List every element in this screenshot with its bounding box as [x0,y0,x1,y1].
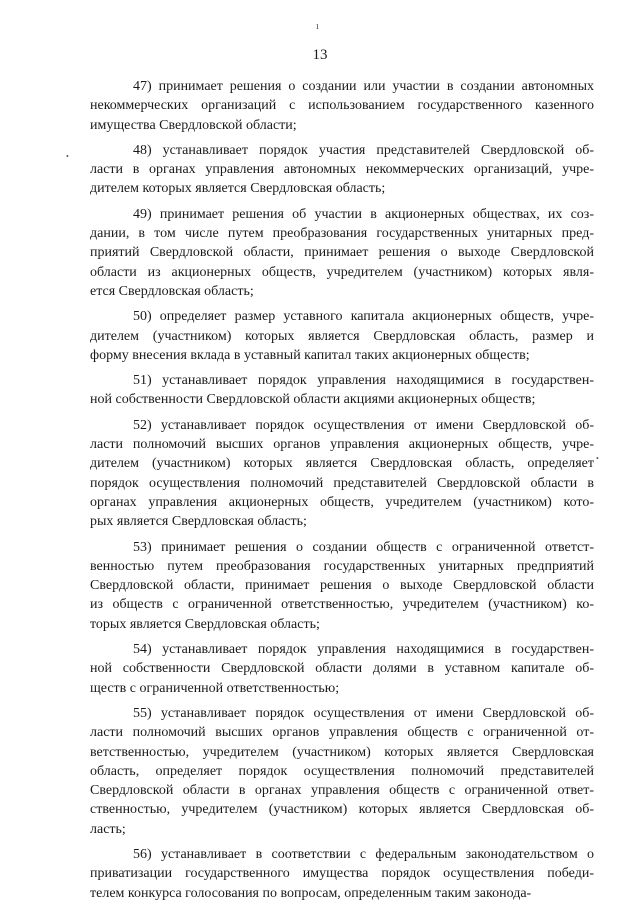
text-line: венностью путем преобразования государственных унитарных предприятий [90,558,594,574]
paragraph-item [90,640,594,698]
text-line: дителем которых является Свердловская область; [90,181,386,197]
text-line: телем конкурса голосования по вопросам, определенным таким законода- [90,885,532,901]
text-line: ственностью, учредителем (участником) которых является Свердловская об- [90,802,594,818]
text-line: 47) принимает решения о создании или участии в создании автономных [133,79,594,94]
paragraph-item [90,205,594,301]
text-line: имущества Свердловской области; [90,117,297,133]
text-line: области из акционерных обществ, учредителем (участником) которых явля- [90,264,594,280]
text-line: 56) устанавливает в соответствии с федеральным законодательством о [133,846,594,862]
text-line: порядок осуществления полномочий представителей Свердловской области в [90,475,594,491]
text-line: приватизации государственного имущества порядок осуществления победи- [90,866,594,882]
document-body [90,77,594,909]
page-number: 13 [312,47,328,63]
text-line: рых является Свердловская область; [90,514,307,530]
text-line: ной собственности Свердловской области долями в уставном капитале об- [90,661,594,677]
paragraph-item [90,307,594,365]
text-line: приятий Свердловской области, принимает решения о выходе Свердловской [90,245,594,261]
paragraph-item [90,704,594,839]
text-line: область, определяет порядок осуществления полномочий представителей [90,763,594,779]
scan-mark-top: ı [316,21,319,32]
text-line: Свердловской области в органах управления обществ с ограниченной ответ- [90,783,594,799]
paragraph-item [90,416,594,532]
text-line: органах управления акционерных обществ, учредителем (участником) кото- [90,494,594,510]
text-line: 52) устанавливает порядок осуществления от имени Свердловской об- [133,417,594,433]
text-line: ществ с ограниченной ответственностью; [90,680,340,696]
text-line: ласть; [90,821,126,837]
text-line: 50) определяет размер уставного капитала акционерных обществ, учре- [133,309,594,325]
text-line: Свердловской области, принимает решения о выходе Свердловской области [90,578,594,594]
text-line: 54) устанавливает порядок управления находящимися в государствен- [133,642,594,658]
text-line: дителем (участником) которых является Свердловская область, определяет [90,456,594,472]
text-line: ветственностью, учредителем (участником) которых является Свердловская [90,744,594,760]
text-line: ласти в органах управления автономных некоммерческих организаций, учре- [90,162,594,178]
text-line: 48) устанавливает порядок участия представителей Свердловской об- [133,142,594,158]
text-line: 51) устанавливает порядок управления находящимися в государствен- [133,373,594,389]
text-line: дании, в том числе путем преобразования государственных унитарных пред- [90,226,594,242]
paragraph-item [90,371,594,410]
text-line: 55) устанавливает порядок осуществления от имени Свердловской об- [133,705,594,721]
text-line: ется Свердловская область; [90,283,254,299]
text-line: ласти полномочий высших органов управления обществ с ограниченной от- [90,725,594,741]
text-line: ной собственности Свердловской области акциями акционерных обществ; [90,392,536,408]
scan-mark-left: • [66,152,69,161]
paragraph-item [90,77,594,135]
scan-mark-right: • [596,454,599,463]
text-line: форму внесения вклада в уставный капитал таких акционерных обществ; [90,347,530,363]
text-line: ласти полномочий высших органов управления акционерных обществ, учре- [90,437,594,453]
text-line: некоммерческих организаций с использованием государственного казенного [90,98,594,114]
text-line: 49) принимает решения об участии в акционерных обществах, их соз- [133,206,594,222]
paragraph-item [90,538,594,634]
paragraph-item [90,141,594,199]
text-line: дителем (участником) которых является Свердловская область, размер и [90,328,594,344]
text-line: 53) принимает решения о создании обществ с ограниченной ответст- [133,539,594,555]
paragraph-item [90,845,594,903]
text-line: торых является Свердловская область; [90,616,320,632]
text-line: из обществ с ограниченной ответственностью, учредителем (участником) ко- [90,597,594,613]
